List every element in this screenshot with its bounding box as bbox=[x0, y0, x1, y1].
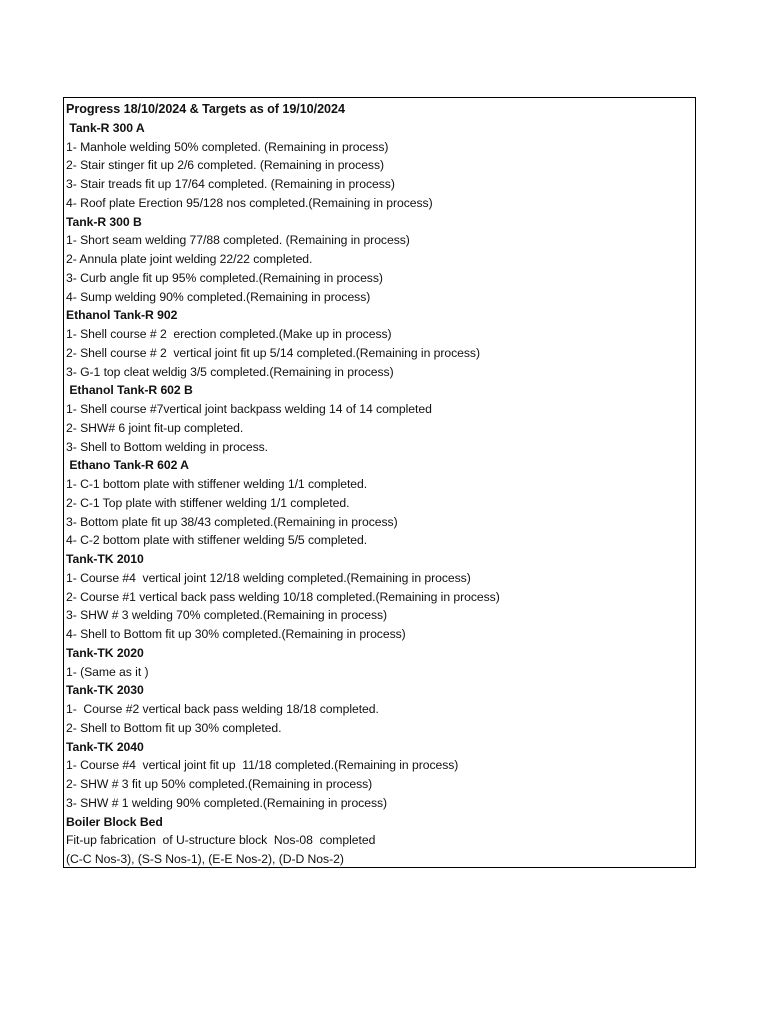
section-tank-tk-2020 bbox=[66, 644, 695, 682]
list-item: 1- Shell course # 2 erection completed.(Make up in process) bbox=[66, 327, 392, 341]
list-item: 2- SHW# 6 joint fit-up completed. bbox=[66, 420, 244, 435]
section-tank-r-300-b bbox=[66, 213, 695, 307]
report-title: Progress 18/10/2024 & Targets as of 19/10/2024 bbox=[66, 102, 345, 116]
list-item: 1- Short seam welding 77/88 completed. (Remaining in process) bbox=[66, 233, 410, 248]
list-item: 1- (Same as it ) bbox=[66, 664, 149, 679]
list-item: 4- Roof plate Erection 95/128 nos completed.(Remaining in process) bbox=[66, 195, 433, 210]
list-item: 2- SHW # 3 fit up 50% completed.(Remaining in process) bbox=[66, 777, 373, 791]
section-ethano-tank-r-602-a bbox=[66, 456, 695, 550]
list-item: 1- Course #4 vertical joint 12/18 welding completed.(Remaining in process) bbox=[66, 570, 471, 585]
list-item: Fit-up fabrication of U-structure block Nos-08 completed bbox=[66, 833, 376, 848]
list-item: 4- Sump welding 90% completed.(Remaining in process) bbox=[66, 289, 371, 304]
list-item: (C-C Nos-3), (S-S Nos-1), (E-E Nos-2), (D-D Nos-2) bbox=[66, 852, 344, 866]
list-item: 4- Shell to Bottom fit up 30% completed.(Remaining in process) bbox=[66, 627, 406, 641]
list-item: 3- Curb angle fit up 95% completed.(Remaining in process) bbox=[66, 270, 383, 285]
list-item: 3- Shell to Bottom welding in process. bbox=[66, 439, 269, 454]
list-item: 1- Manhole welding 50% completed. (Remaining in process) bbox=[66, 139, 389, 154]
section-heading: Tank-TK 2010 bbox=[66, 552, 144, 566]
list-item: 3- SHW # 1 welding 90% completed.(Remaining in process) bbox=[66, 795, 388, 810]
list-item: 2- C-1 Top plate with stiffener welding 1/1 completed. bbox=[66, 495, 350, 510]
list-item: 3- Bottom plate fit up 38/43 completed.(Remaining in process) bbox=[66, 514, 398, 529]
section-heading: Boiler Block Bed bbox=[66, 814, 163, 829]
list-item: 2- Course #1 vertical back pass welding 10/18 completed.(Remaining in process) bbox=[66, 589, 500, 604]
section-heading: Tank-TK 2040 bbox=[66, 739, 144, 754]
list-item: 2- Shell course # 2 vertical joint fit up 5/14 completed.(Remaining in process) bbox=[66, 345, 480, 360]
list-item: 3- SHW # 3 welding 70% completed.(Remaining in process) bbox=[66, 608, 388, 623]
section-heading: Ethanol Tank-R 902 bbox=[66, 308, 178, 323]
section-boiler-block-bed bbox=[66, 813, 695, 869]
list-item: 4- C-2 bottom plate with stiffener welding 5/5 completed. bbox=[66, 533, 368, 548]
list-item: 1- Shell course #7vertical joint backpass welding 14 of 14 completed bbox=[66, 402, 432, 416]
list-item: 2- Annula plate joint welding 22/22 completed. bbox=[66, 252, 313, 266]
list-item: 2- Shell to Bottom fit up 30% completed. bbox=[66, 720, 282, 735]
section-heading: Ethano Tank-R 602 A bbox=[66, 458, 189, 473]
section-heading: Tank-R 300 A bbox=[66, 120, 145, 135]
list-item: 1- C-1 bottom plate with stiffener welding 1/1 completed. bbox=[66, 477, 368, 491]
section-tank-tk-2030 bbox=[66, 681, 695, 737]
section-heading: Tank-TK 2030 bbox=[66, 683, 144, 698]
section-ethanol-tank-r-602-b bbox=[66, 381, 695, 456]
progress-report bbox=[63, 97, 696, 868]
section-heading: Tank-TK 2020 bbox=[66, 645, 144, 660]
list-item: 3- Stair treads fit up 17/64 completed. (Remaining in process) bbox=[66, 177, 395, 191]
list-item: 1- Course #2 vertical back pass welding 18/18 completed. bbox=[66, 702, 379, 716]
section-tank-tk-2010 bbox=[66, 550, 695, 644]
section-heading: Tank-R 300 B bbox=[66, 214, 142, 229]
section-ethanol-tank-r-902 bbox=[66, 306, 695, 381]
list-item: 1- Course #4 vertical joint fit up 11/18 completed.(Remaining in process) bbox=[66, 758, 459, 773]
section-heading: Ethanol Tank-R 602 B bbox=[66, 383, 193, 398]
list-item: 2- Stair stinger fit up 2/6 completed. (Remaining in process) bbox=[66, 158, 385, 173]
list-item: 3- G-1 top cleat weldig 3/5 completed.(Remaining in process) bbox=[66, 364, 394, 379]
section-tank-tk-2040 bbox=[66, 738, 695, 813]
section-tank-r-300-a bbox=[66, 119, 695, 213]
